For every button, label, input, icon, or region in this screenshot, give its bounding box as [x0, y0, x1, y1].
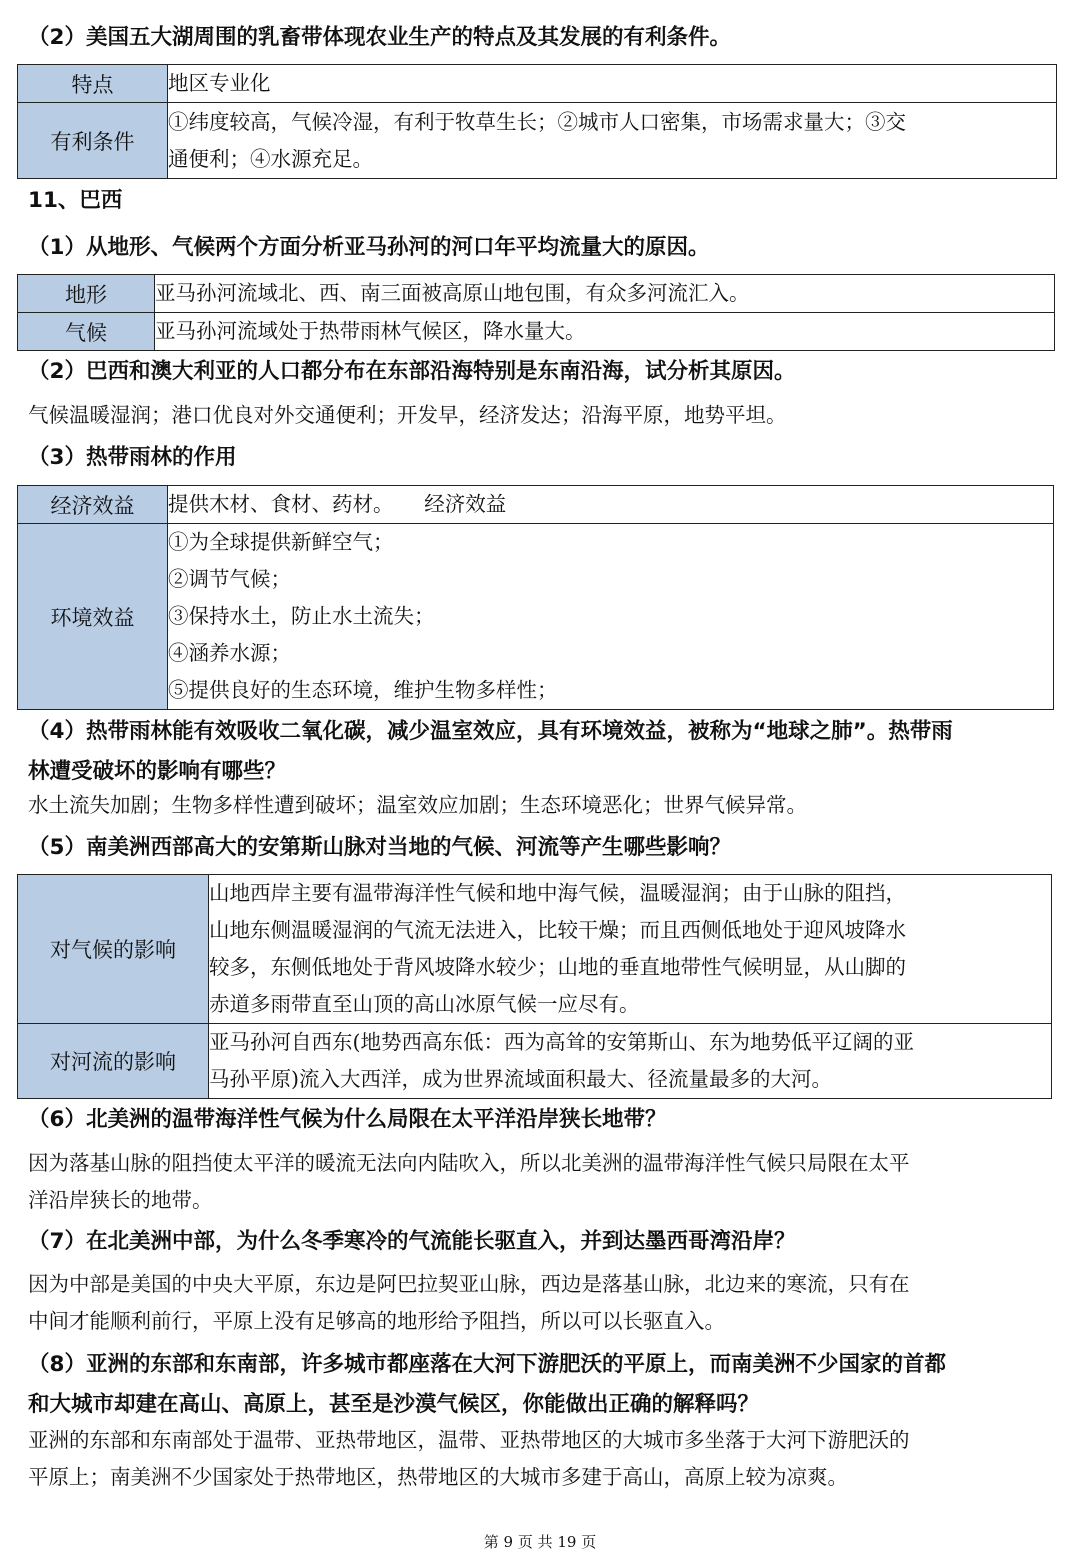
row-content: 亚马孙河流域北、西、南三面被高原山地包围，有众多河流汇入。	[155, 275, 1055, 313]
table-rainforest-role	[17, 485, 1054, 710]
table-row	[18, 875, 1052, 1024]
row-content: 山地西岸主要有温带海洋性气候和地中海气候，温暖湿润；由于山脉的阻挡， 山地东侧温暖湿润的气流无法进入，比较干燥；而且西侧低地处于迎风坡降水 较多，东侧低地处于背风坡降水较少；山地的垂直地带性气候明显，从山脚的 赤道多雨带直至山顶的高山冰原气候一应尽有。	[209, 875, 1052, 1024]
row-label: 有利条件	[18, 103, 168, 179]
question-q11-8: （8）亚洲的东部和东南部，许多城市都座落在大河下游肥沃的平原上，而南美洲不少国家的首都 和大城市却建在高山、高原上，甚至是沙漠气候区，你能做出正确的解释吗？	[28, 1352, 946, 1417]
question-q11-7: （7）在北美洲中部，为什么冬季寒冷的气流能长驱直入，并到达墨西哥湾沿岸？	[28, 1229, 796, 1254]
answer-q11-2: 气候温暖湿润；港口优良对外交通便利；开发早，经济发达；沿海平原，地势平坦。	[28, 403, 787, 427]
page-number-footer: 第 9 页 共 19 页	[483, 1533, 597, 1551]
answer-q11-7: 因为中部是美国的中央大平原，东边是阿巴拉契亚山脉，西边是落基山脉，北边来的寒流，只有在 中间才能顺利前行，平原上没有足够高的地形给予阻挡，所以可以长驱直入。	[28, 1272, 910, 1333]
row-label: 特点	[18, 65, 168, 103]
row-content: 提供木材、食材、药材。 经济效益	[168, 486, 1054, 524]
question-q11-6: （6）北美洲的温带海洋性气候为什么局限在太平洋沿岸狭长地带？	[28, 1107, 667, 1132]
question-q11-4: （4）热带雨林能有效吸收二氧化碳，减少温室效应，具有环境效益，被称为“地球之肺”。热带雨 林遭受破坏的影响有哪些？	[28, 719, 953, 784]
answer-q11-8: 亚洲的东部和东南部处于温带、亚热带地区，温带、亚热带地区的大城市多坐落于大河下游肥沃的 平原上；南美洲不少国家处于热带地区，热带地区的大城市多建于高山，高原上较为凉爽。	[28, 1428, 910, 1489]
row-content: 地区专业化	[168, 65, 1057, 103]
answer-q11-6: 因为落基山脉的阻挡使太平洋的暖流无法向内陆吹入，所以北美洲的温带海洋性气候只局限在太平 洋沿岸狭长的地带。	[28, 1151, 910, 1212]
row-content: ①纬度较高，气候冷湿，有利于牧草生长；②城市人口密集，市场需求量大；③交 通便利；④水源充足。	[168, 103, 1057, 179]
row-content: ①为全球提供新鲜空气； ②调节气候； ③保持水土，防止水土流失； ④涵养水源； ⑤提供良好的生态环境，维护生物多样性；	[168, 524, 1054, 710]
row-label: 对河流的影响	[18, 1024, 209, 1099]
table-row	[18, 103, 1057, 179]
answer-q11-4: 水土流失加剧；生物多样性遭到破坏；温室效应加剧；生态环境恶化；世界气候异常。	[28, 793, 807, 817]
table-row	[18, 313, 1055, 351]
table-row	[18, 65, 1057, 103]
question-q10-2: （2）美国五大湖周围的乳畜带体现农业生产的特点及其发展的有利条件。	[28, 25, 731, 50]
table-amazon-flow	[17, 274, 1055, 351]
question-q11-1: （1）从地形、气候两个方面分析亚马孙河的河口年平均流量大的原因。	[28, 235, 710, 260]
row-label: 气候	[18, 313, 155, 351]
row-label: 地形	[18, 275, 155, 313]
row-content: 亚马孙河流域处于热带雨林气候区，降水量大。	[155, 313, 1055, 351]
row-label: 经济效益	[18, 486, 168, 524]
table-row	[18, 486, 1054, 524]
table-row	[18, 275, 1055, 313]
row-content: 亚马孙河自西东(地势西高东低：西为高耸的安第斯山、东为地势低平辽阔的亚 马孙平原)流入大西洋，成为世界流域面积最大、径流量最多的大河。	[209, 1024, 1052, 1099]
question-q11-5: （5）南美洲西部高大的安第斯山脉对当地的气候、河流等产生哪些影响？	[28, 835, 731, 860]
question-q11-2: （2）巴西和澳大利亚的人口都分布在东部沿海特别是东南沿海，试分析其原因。	[28, 359, 796, 384]
table-row	[18, 524, 1054, 710]
row-label: 环境效益	[18, 524, 168, 710]
question-q11-3: （3）热带雨林的作用	[28, 445, 237, 470]
section-title-brazil: 11、巴西	[28, 188, 123, 213]
table-dairy-belt	[17, 64, 1057, 179]
row-label: 对气候的影响	[18, 875, 209, 1024]
table-andes-impact	[17, 874, 1052, 1099]
table-row	[18, 1024, 1052, 1099]
